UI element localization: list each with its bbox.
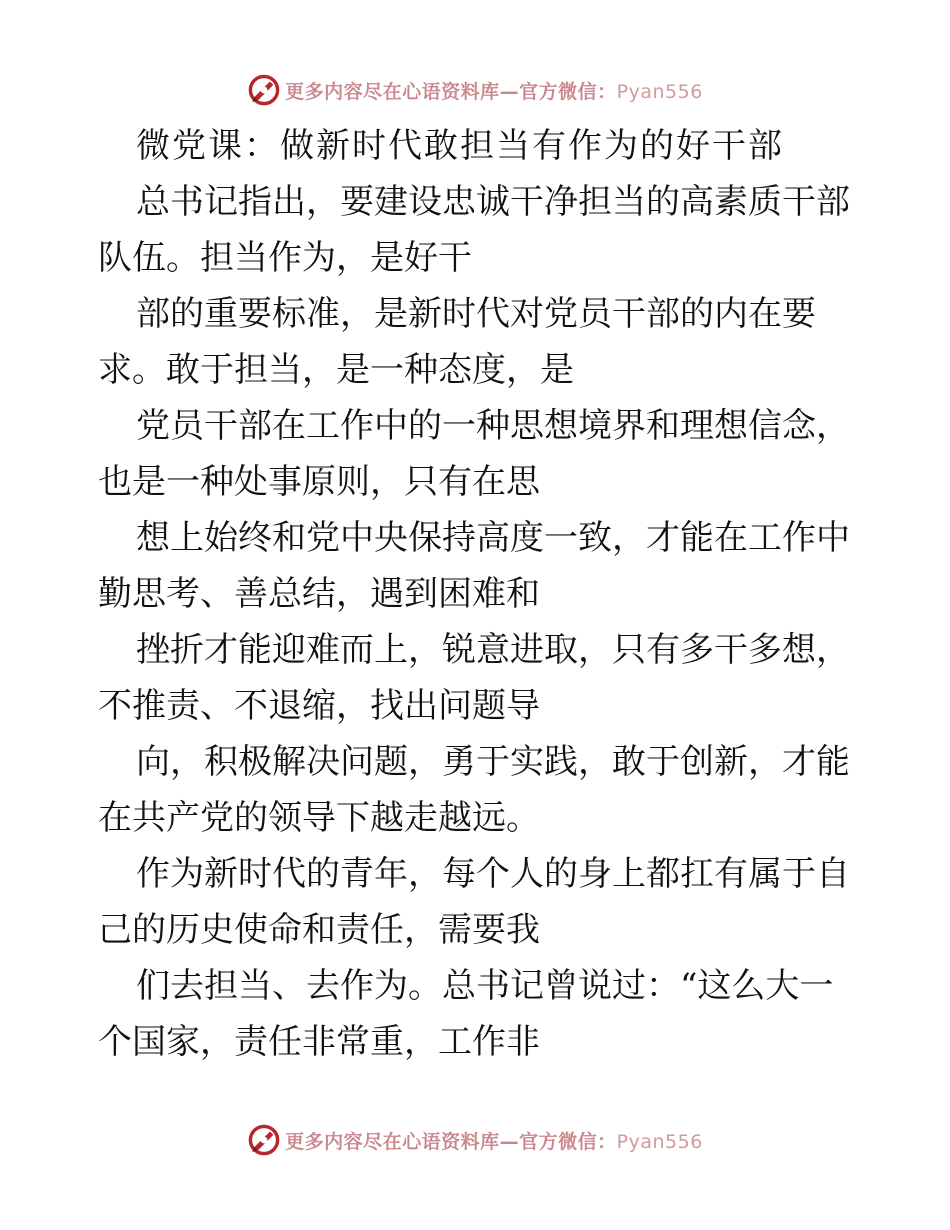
text-line: 己的历史使命和责任，需要我: [98, 910, 540, 950]
text-line: 部的重要标准，是新时代对党员干部的内在要: [136, 294, 816, 334]
footer-banner: [0, 1120, 950, 1160]
text-line: 党员干部在工作中的一种思想境界和理想信念，: [136, 406, 850, 446]
text-line: 个国家，责任非常重，工作非: [98, 1022, 540, 1062]
text-line: 挫折才能迎难而上，锐意进取，只有多干多想，: [136, 630, 850, 670]
header-wechat-id: Pyan556: [616, 80, 703, 103]
document-body: [98, 118, 858, 1070]
text-line: 队伍。担当作为，是好干: [98, 238, 472, 278]
brand-logo-icon: [247, 1123, 281, 1157]
text-line: 也是一种处事原则，只有在思: [98, 462, 540, 502]
text-line: 不推责、不退缩，找出问题导: [98, 686, 540, 726]
text-line: 求。敢于担当，是一种态度，是: [98, 350, 574, 390]
text-line: 们去担当、去作为。总书记曾说过：“这么大一: [136, 966, 834, 1006]
header-banner-text: 更多内容尽在心语资料库—官方微信：Pyan556: [285, 80, 703, 103]
brand-logo-icon: [247, 73, 281, 107]
text-line: 总书记指出，要建设忠诚干净担当的高素质干部: [136, 182, 850, 222]
footer-wechat-id: Pyan556: [616, 1130, 703, 1153]
document-title: 微党课：做新时代敢担当有作为的好干部: [136, 126, 784, 166]
footer-banner-text: 更多内容尽在心语资料库—官方微信：Pyan556: [285, 1130, 703, 1153]
text-line: 在共产党的领导下越走越远。: [98, 798, 540, 838]
text-line: 向，积极解决问题，勇于实践，敢于创新，才能: [136, 742, 850, 782]
text-line: 作为新时代的青年，每个人的身上都扛有属于自: [136, 854, 850, 894]
text-line: 勤思考、善总结，遇到困难和: [98, 574, 540, 614]
header-banner: [0, 70, 950, 110]
text-line: 想上始终和党中央保持高度一致，才能在工作中: [136, 518, 850, 558]
